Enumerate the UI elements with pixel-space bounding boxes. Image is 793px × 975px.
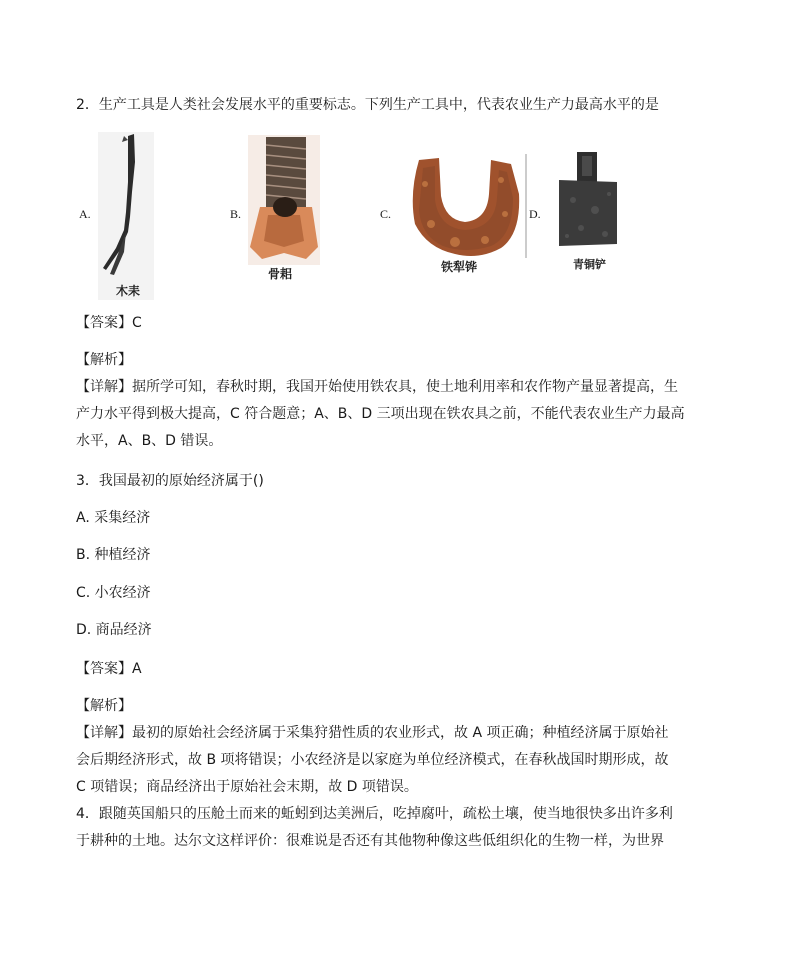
q3-analysis-title: 【解析】 <box>76 698 132 714</box>
question-4-line-2: 于耕种的土地。达尔文这样评价：很难说是否还有其他物种像这些低组织化的生物一样，为世界 <box>76 833 664 849</box>
q3-answer: 【答案】A <box>76 661 142 677</box>
bronze-shovel-icon <box>555 150 621 252</box>
iron-plowshare-icon <box>405 154 527 258</box>
option-b-caption: 骨耜 <box>268 267 293 281</box>
question-2-stem: 2．生产工具是人类社会发展水平的重要标志。下列生产工具中，代表农业生产力最高水平的是 <box>76 97 659 113</box>
option-d-letter: D. <box>529 207 541 221</box>
q3-option-b: B. 种植经济 <box>76 547 151 563</box>
option-a-letter: A. <box>79 207 91 221</box>
q3-detail-line-1: 【详解】最初的原始社会经济属于采集狩猎性质的农业形式，故 A 项正确；种植经济属于原始社 <box>76 725 669 741</box>
iron-plowshare-image <box>405 154 527 274</box>
q2-answer: 【答案】C <box>76 315 142 331</box>
option-b-letter: B. <box>230 207 242 221</box>
q3-option-a: A. 采集经济 <box>76 510 151 526</box>
q3-option-d: D. 商品经济 <box>76 622 152 638</box>
q2-analysis-title: 【解析】 <box>76 352 132 368</box>
q2-detail-line-3: 水平，A、B、D 错误。 <box>76 433 223 449</box>
wooden-plough-icon <box>98 132 154 282</box>
question-4-line-1: 4．跟随英国船只的压舱土而来的蚯蚓到达美洲后，吃掉腐叶，疏松土壤，使当地很快多出许多利 <box>76 806 673 822</box>
q3-detail-line-3: C 项错误；商品经济出于原始社会末期，故 D 项错误。 <box>76 779 418 795</box>
option-d-caption: 青铜铲 <box>573 258 606 271</box>
bronze-shovel-image <box>555 150 621 276</box>
option-c-caption: 铁犁铧 <box>441 260 478 274</box>
q3-detail-line-2: 会后期经济形式，故 B 项将错误；小农经济是以家庭为单位经济模式，在春秋战国时期形成，故 <box>76 752 669 768</box>
question-3-stem: 3．我国最初的原始经济属于() <box>76 473 264 489</box>
bone-spade-icon <box>248 135 320 265</box>
q2-detail-line-2: 产力水平得到极大提高，C 符合题意；A、B、D 三项出现在铁农具之前，不能代表农业生产力最高 <box>76 406 685 422</box>
wooden-plough-image <box>98 132 154 300</box>
q3-option-c: C. 小农经济 <box>76 585 151 601</box>
option-c-letter: C. <box>380 207 392 221</box>
q2-detail-line-1: 【详解】据所学可知，春秋时期，我国开始使用铁农具，使土地利用率和农作物产量显著提高，生 <box>76 379 678 395</box>
bone-spade-image <box>248 135 320 279</box>
option-a-caption: 木耒 <box>116 284 141 298</box>
